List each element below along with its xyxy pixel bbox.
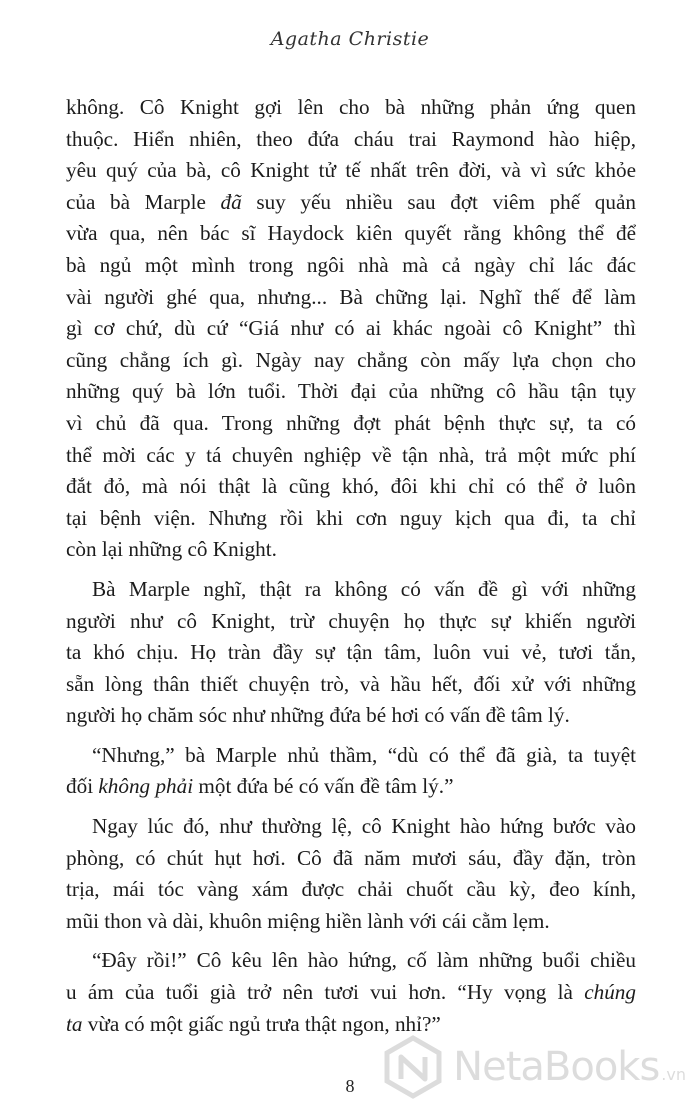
body-text [66,92,636,1040]
text-line: trịa, mái tóc vàng xám được chải chuốt cầu kỳ, đeo kính, [66,877,636,902]
text-line: “Đây rồi!” Cô kêu lên hào hứng, cố làm những buổi chiều [92,948,636,973]
text-line: người họ chăm sóc như những đứa bé hơi có vấn đề tâm lý. [66,703,570,728]
author-signature-header: Agatha Christie [270,28,430,50]
italic-text: ta [66,1011,83,1036]
text-line: đối không phải một đứa bé có vấn đề tâm lý.” [66,774,454,799]
text-line: phòng, có chút hụt hơi. Cô đã năm mươi sáu, đầy đặn, tròn [66,845,636,870]
text-line: những quý bà lớn tuổi. Thời đại của những cô hầu tận tụy [66,379,636,404]
text-line: vì chủ đã qua. Trong những đợt phát bệnh thực sự, ta có [66,410,636,435]
page-number: 8 [345,1076,355,1096]
text-line: thuộc. Hiển nhiên, theo đứa cháu trai Raymond hào hiệp, [66,126,636,151]
netabooks-logo-icon [381,1035,445,1099]
text-line: mũi thon và dài, khuôn miệng hiền lành với cái cằm lẹm. [66,908,550,933]
text-line: không. Cô Knight gợi lên cho bà những phản ứng quen [66,95,636,119]
text-line: còn lại những cô Knight. [66,537,277,562]
text-line: sẵn lòng thân thiết chuyện trò, và hầu hết, đối xử với những [66,671,636,696]
paragraph [66,811,636,937]
text-line: tại bệnh viện. Nhưng rồi khi cơn nguy kịch qua đi, ta chỉ [66,505,636,530]
text-line: người như cô Knight, trừ chuyện họ thực sự khiến người [66,608,636,633]
watermark-brand: NetaBooks [453,1044,660,1090]
text-line: vừa qua, nên bác sĩ Haydock kiên quyết rằng không thể để [66,221,636,246]
publisher-watermark [381,1032,686,1102]
text-line: ta khó chịu. Họ tràn đầy sự tận tâm, luôn vui vẻ, tươi tắn, [66,640,636,665]
text-line: Ngay lúc đó, như thường lệ, cô Knight hào hứng bước vào [92,814,636,839]
text-line: Bà Marple nghĩ, thật ra không có vấn đề gì với những [92,576,636,601]
paragraph [66,574,636,732]
paragraph [66,92,636,566]
italic-text: chúng [584,980,636,1005]
text-line: thể mời các y tá chuyên nghiệp về tận nhà, trả một mức phí [66,442,636,467]
italic-text: đã [220,189,242,214]
text-line: vài người ghé qua, nhưng... Bà chững lại. Nghĩ thế để làm [66,284,636,309]
text-line: u ám của tuổi già trở nên tươi vui hơn. “Hy vọng là chúng [66,980,636,1005]
text-line: cũng chẳng ích gì. Ngày nay chẳng còn mấy lựa chọn cho [66,347,636,372]
paragraph [66,945,636,1040]
text-line: gì cơ chứ, dù cứ “Giá như có ai khác ngoài cô Knight” thì [66,316,636,341]
watermark-tld: .vn [661,1064,686,1084]
text-line: của bà Marple đã suy yếu nhiều sau đợt viêm phế quản [66,189,636,214]
text-line: ta vừa có một giấc ngủ trưa thật ngon, nhỉ?” [66,1011,441,1036]
paragraph [66,740,636,803]
text-line: bà ngủ một mình trong ngôi nhà mà cả ngày chỉ lác đác [66,252,636,277]
italic-text: không phải [98,774,194,799]
text-line: yêu quý của bà, cô Knight tử tế nhất trên đời, và vì sức khỏe [66,158,636,183]
text-line: “Nhưng,” bà Marple nhủ thầm, “dù có thể đã già, ta tuyệt [92,742,636,767]
text-line: đắt đỏ, mà nói thật là cũng khó, đôi khi chỉ có thể ở luôn [66,474,636,499]
